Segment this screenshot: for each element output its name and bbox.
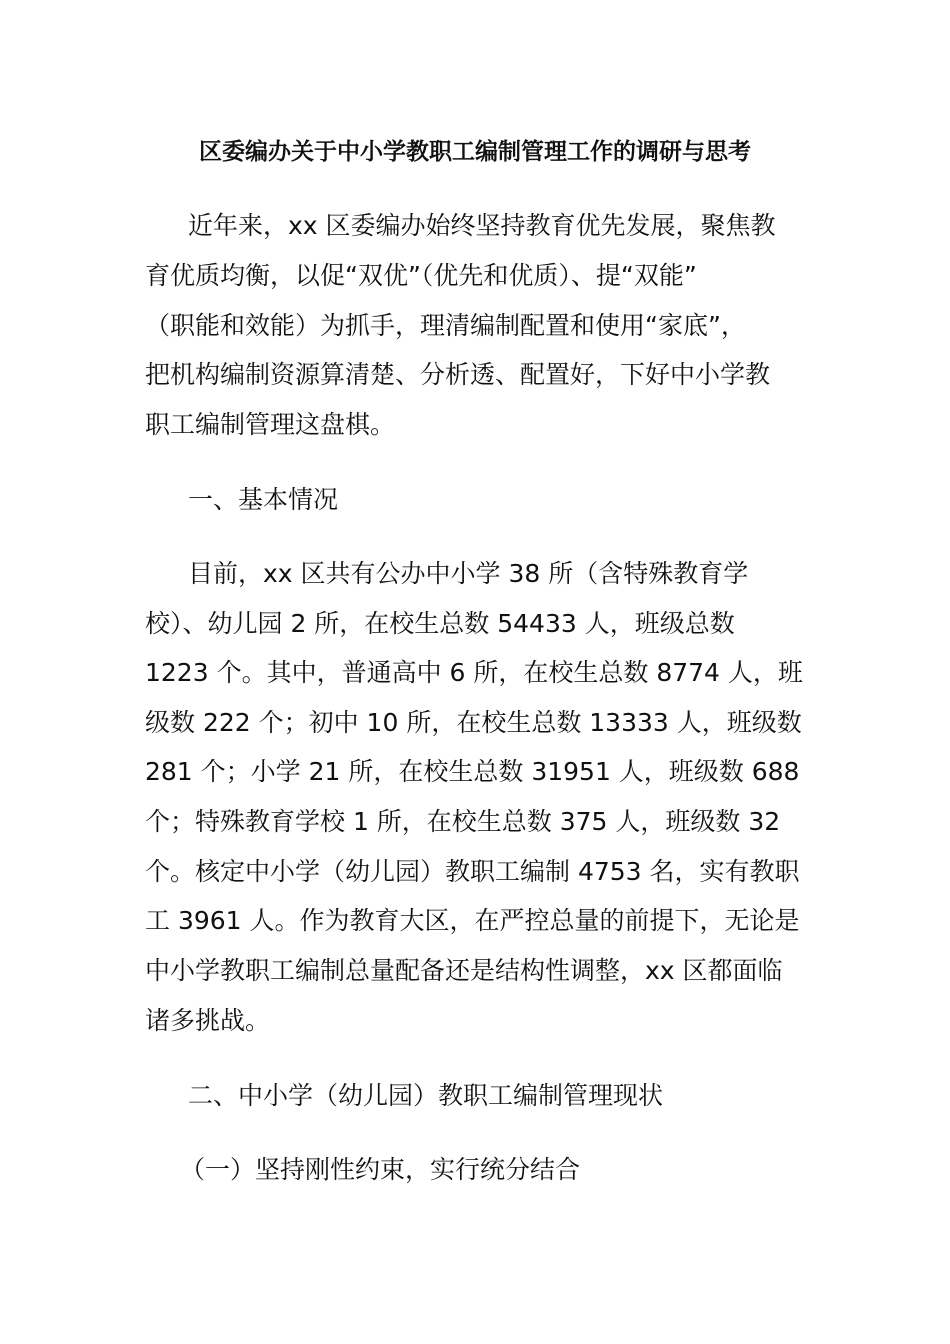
intro-line-5: 职工编制管理这盘棋。: [145, 410, 396, 439]
section2-heading: 二、中小学（幼儿园）教职工编制管理现状: [188, 1081, 664, 1110]
intro-line-1: 近年来，xx 区委编办始终坚持教育优先发展，聚焦教: [188, 211, 776, 240]
section1-line-6: 个；特殊教育学校 1 所，在校生总数 375 人，班级数 32: [145, 807, 781, 836]
intro-line-2: 育优质均衡，以促“双优”（优先和优质）、提“双能”: [145, 261, 697, 290]
intro-line-4: 把机构编制资源算清楚、分析透、配置好，下好中小学教: [145, 360, 771, 389]
section1-heading: 一、基本情况: [188, 485, 339, 514]
section1-line-2: 校）、幼儿园 2 所，在校生总数 54433 人，班级总数: [145, 609, 735, 638]
subsection1-heading: （一）坚持刚性约束，实行统分结合: [180, 1155, 581, 1184]
section1-line-7: 个。核定中小学（幼儿园）教职工编制 4753 名，实有教职: [145, 857, 800, 886]
section1-line-4: 级数 222 个；初中 10 所，在校生总数 13333 人，班级数: [145, 708, 802, 737]
intro-line-3: （职能和效能）为抓手，理清编制配置和使用“家底”，: [145, 311, 746, 340]
document-title: 区委编办关于中小学教职工编制管理工作的调研与思考: [199, 139, 751, 165]
section1-line-10: 诸多挑战。: [145, 1006, 271, 1035]
section1-line-9: 中小学教职工编制总量配备还是结构性调整，xx 区都面临: [145, 956, 783, 985]
section1-line-8: 工 3961 人。作为教育大区，在严控总量的前提下，无论是: [145, 906, 800, 935]
section1-line-1: 目前，xx 区共有公办中小学 38 所（含特殊教育学: [188, 559, 749, 588]
section1-line-5: 281 个；小学 21 所，在校生总数 31951 人，班级数 688: [145, 757, 800, 786]
section1-line-3: 1223 个。其中，普通高中 6 所，在校生总数 8774 人，班: [145, 658, 803, 687]
